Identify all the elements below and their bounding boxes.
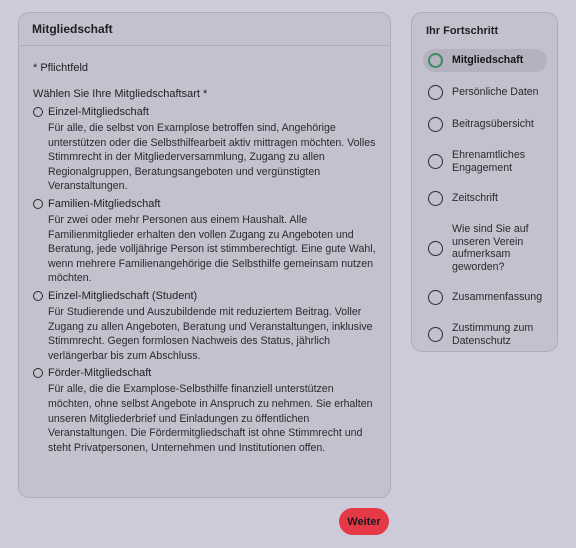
option-foerder-description: Für alle, die die Examplose-Selbsthilfe finanziell unterstützen möchten, ohne selbst Angebote in Anspruch zu nehmen. Sie erhalten unseren Mitgliederbrief und Einladungen zu öffentlichen Veranstaltungen. Die Fördermitgliedschaft ist ohne Stimmrecht und steht Privatpersonen, Unternehmen und Institutionen offen. (48, 383, 373, 454)
step-pending-icon (428, 154, 443, 169)
option-familien (33, 198, 376, 286)
step-label: Zustimmung zum Datenschutz (452, 322, 534, 347)
step-pending-icon (428, 241, 443, 256)
radio-familien[interactable] (33, 199, 43, 209)
step-pending-icon (428, 327, 443, 342)
step-label: Zusammenfassung (452, 291, 543, 304)
step-label: Ehrenamtliches Engagement (452, 149, 526, 174)
option-student-row[interactable] (33, 290, 376, 302)
option-student-description: Für Studierende und Auszubildende mit reduziertem Beitrag. Voller Zugang zu allen Angeboten, Beratung und Veranstaltungen, inklusive Stimmrecht. Gegen formlosen Nachweis des Status, jährlich verlängerbar bis zum Abschluss. (48, 305, 373, 362)
option-familien-row[interactable] (33, 198, 376, 210)
step-pending-icon (428, 290, 443, 305)
step-persoenliche-daten[interactable] (423, 81, 547, 104)
next-button[interactable]: Weiter (339, 508, 389, 535)
step-label: Zeitschrift (452, 192, 498, 205)
step-pending-icon (428, 191, 443, 206)
step-pending-icon (428, 85, 443, 100)
membership-form-card (18, 12, 391, 498)
option-einzel (33, 106, 376, 194)
step-current-icon (428, 53, 443, 68)
step-label: Mitgliedschaft (452, 54, 524, 67)
required-field-note: * Pflichtfeld (33, 62, 89, 74)
step-zusammenfassung[interactable] (423, 286, 547, 309)
option-foerder (33, 367, 376, 455)
option-student-label[interactable]: Einzel-Mitgliedschaft (Student) (48, 289, 198, 302)
option-familien-description: Für zwei oder mehr Personen aus einem Haushalt. Alle Familienmitglieder erhalten den vollen Zugang zu Angeboten und Beratung, jede volljährige Person ist stimmberechtigt. Eine gute Wahl, wenn mehrere Familienangehörige die Selbsthilfe gemeinsam nutzen möchten. (48, 213, 376, 285)
radio-foerder[interactable] (33, 368, 43, 378)
step-label: Beitragsübersicht (452, 118, 534, 131)
option-einzel-row[interactable] (33, 106, 376, 118)
step-mitgliedschaft[interactable] (423, 49, 547, 72)
progress-card (411, 12, 558, 352)
form-body (19, 46, 390, 455)
step-aufmerksam[interactable] (423, 219, 547, 277)
option-familien-label[interactable]: Familien-Mitgliedschaft (48, 197, 161, 210)
step-zeitschrift[interactable] (423, 187, 547, 210)
option-einzel-label[interactable]: Einzel-Mitgliedschaft (48, 106, 149, 118)
step-datenschutz[interactable] (423, 318, 547, 351)
option-foerder-label[interactable]: Förder-Mitgliedschaft (48, 367, 152, 380)
step-label: Persönliche Daten (452, 86, 539, 99)
step-pending-icon (428, 117, 443, 132)
radio-student[interactable] (33, 291, 43, 301)
step-beitragsuebersicht[interactable] (423, 113, 547, 136)
progress-title: Ihr Fortschritt (426, 25, 499, 37)
radio-einzel[interactable] (33, 107, 43, 117)
option-einzel-description: Für alle, die selbst von Examplose betroffen sind, Angehörige unterstützen oder die Selbsthilfearbeit aktiv mittragen möchten. Volles Stimmrecht in der Mitgliederversammlung, Zugang zu allen Regionalgruppen, Beratungsangeboten und vergünstigten Veranstaltungen. (48, 122, 376, 193)
option-student (33, 290, 376, 363)
option-foerder-row[interactable] (33, 367, 376, 379)
step-label: Wie sind Sie auf unseren Verein aufmerksam geworden? (452, 223, 529, 273)
progress-steps (423, 49, 547, 351)
form-header: Mitgliedschaft (19, 13, 390, 46)
step-ehrenamt[interactable] (423, 145, 547, 178)
membership-type-question: Wählen Sie Ihre Mitgliedschaftsart * (33, 88, 208, 100)
